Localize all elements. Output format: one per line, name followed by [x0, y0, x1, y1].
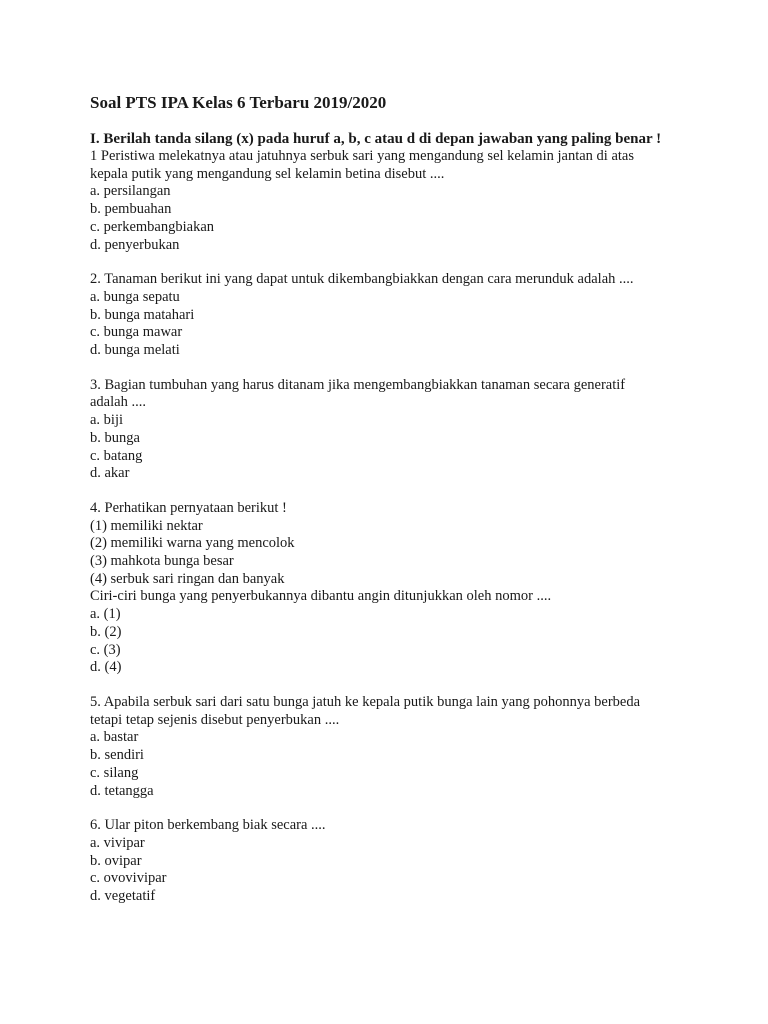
question-text-line: Ciri-ciri bunga yang penyerbukannya dibantu angin ditunjukkan oleh nomor .... [90, 588, 552, 605]
question-text-line: adalah .... [90, 394, 146, 411]
answer-option-a: a. bunga sepatu [90, 288, 180, 305]
answer-option-b: b. pembuahan [90, 201, 172, 218]
document-page [90, 92, 690, 923]
question-text-line: tetapi tetap sejenis disebut penyerbukan .... [90, 711, 340, 728]
document-title: Soal PTS IPA Kelas 6 Terbaru 2019/2020 [90, 93, 387, 112]
statement-item: (1) memiliki nektar [90, 517, 203, 534]
question-text-line: 5. Apabila serbuk sari dari satu bunga jatuh ke kepala putik bunga lain yang pohonnya berbeda [90, 693, 641, 710]
answer-option-c: c. bunga mawar [90, 324, 183, 341]
answer-option-a: a. biji [90, 412, 124, 429]
question-5 [90, 694, 690, 800]
answer-option-d: d. akar [90, 465, 130, 482]
answer-option-c: c. batang [90, 447, 143, 464]
answer-option-b: b. sendiri [90, 747, 144, 764]
statement-item: (2) memiliki warna yang mencolok [90, 535, 295, 552]
answer-option-c: c. silang [90, 764, 139, 781]
answer-option-c: c. perkembangbiakan [90, 218, 215, 235]
answer-option-d: d. penyerbukan [90, 236, 180, 253]
statement-item: (3) mahkota bunga besar [90, 553, 234, 570]
question-text-line: kepala putik yang mengandung sel kelamin betina disebut .... [90, 165, 445, 182]
answer-option-a: a. (1) [90, 606, 121, 623]
answer-option-b: b. bunga matahari [90, 306, 195, 323]
answer-option-b: b. ovipar [90, 852, 142, 869]
question-4 [90, 500, 690, 677]
statement-item: (4) serbuk sari ringan dan banyak [90, 570, 285, 587]
answer-option-a: a. bastar [90, 729, 139, 746]
question-text-line: 3. Bagian tumbuhan yang harus ditanam jika mengembangbiakkan tanaman secara generatif [90, 376, 626, 393]
answer-option-d: d. vegetatif [90, 888, 156, 905]
section-instruction: I. Berilah tanda silang (x) pada huruf a, b, c atau d di depan jawaban yang paling benar ! [90, 131, 662, 147]
question-text-line: 2. Tanaman berikut ini yang dapat untuk dikembangbiakkan dengan cara merunduk adalah .... [90, 271, 634, 288]
answer-option-a: a. vivipar [90, 834, 145, 851]
answer-option-c: c. ovovivipar [90, 870, 167, 887]
question-text-line: 4. Perhatikan pernyataan berikut ! [90, 499, 287, 516]
question-3 [90, 377, 690, 483]
question-1 [90, 148, 690, 254]
answer-option-b: b. (2) [90, 623, 122, 640]
answer-option-d: d. (4) [90, 659, 122, 676]
question-2 [90, 271, 690, 360]
answer-option-d: d. tetangga [90, 782, 154, 799]
answer-option-b: b. bunga [90, 429, 140, 446]
answer-option-d: d. bunga melati [90, 342, 180, 359]
answer-option-c: c. (3) [90, 641, 121, 658]
question-text-line: 1 Peristiwa melekatnya atau jatuhnya serbuk sari yang mengandung sel kelamin jantan di atas [90, 148, 634, 164]
answer-option-a: a. persilangan [90, 183, 171, 200]
question-6 [90, 817, 690, 906]
question-text-line: 6. Ular piton berkembang biak secara .... [90, 817, 326, 834]
